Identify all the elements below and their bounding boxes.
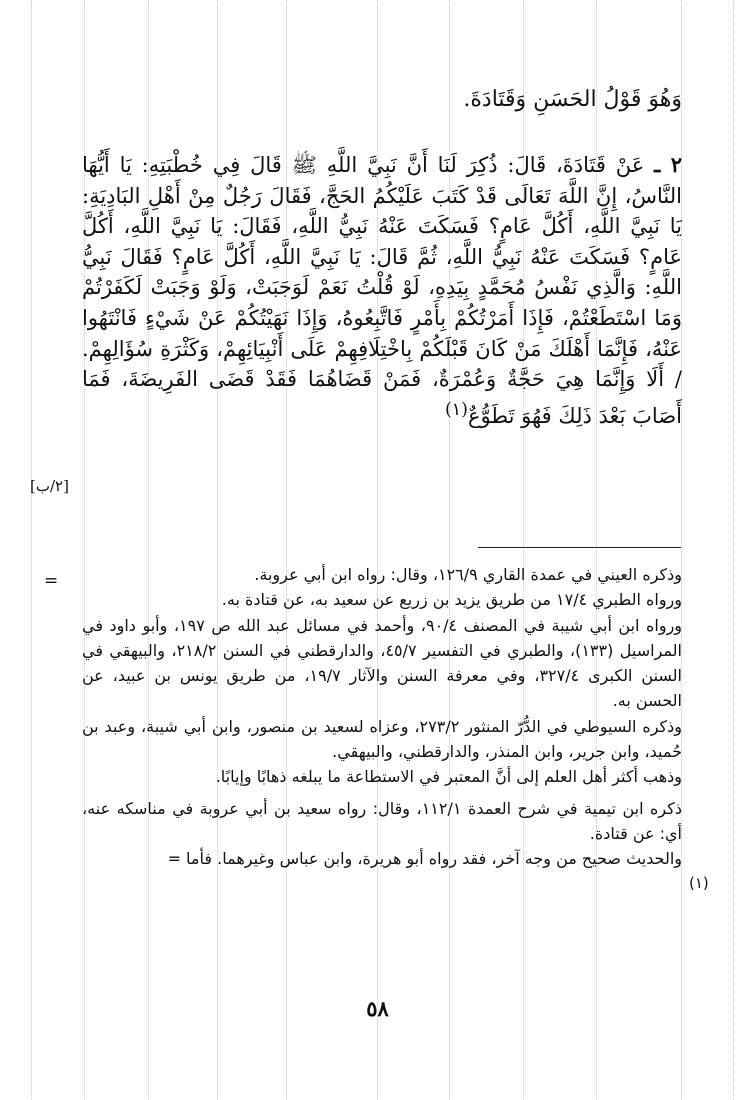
footnote-carryover-line: وذكره العيني في عمدة القاري ١٢٦/٩، وقال: رواه ابن أبي عروبة. xyxy=(254,565,682,584)
footnote-separator xyxy=(478,547,681,548)
footnote-reference: (١) xyxy=(444,399,468,420)
footnote-carryover-line: وذهب أكثر أهل العلم إلى أنَّ المعتبر في الاستطاعة ما يبلغه ذهابًا وإيابًا. xyxy=(215,767,682,787)
footnotes xyxy=(82,562,682,872)
footnote-1-number: (١) xyxy=(689,874,709,892)
footnote-1-text: ذكره ابن تيمية في شرح العمدة ١١٢/١، وقال: رواه سعيد بن أبي عروبة في مناسكه عنه، أي: عن قتادة. xyxy=(82,798,682,843)
footnote-carryover-line: ورواه ابن أبي شيبة في المصنف ٩٠/٤، وأحمد في مسائل عبد الله ص ١٩٧، وأبو داود في المراسيل (١٣٣)، والطبري في التفسير ٤٥/٧، والدارقطني في السنن ٢١٨/٢، والبيهقي في السنن الكبرى ٣٢٧/٤، وفي معرفة السنن والآثار ١٩/٧، من طريق يونس بن عبيد، عن الحسن به. xyxy=(82,615,683,711)
footnote-carryover-line: وذكره السيوطي في الدُّرّ المنثور ٢٧٣/٢، وعزاه لسعيد بن منصور، وابن أبي شيبة، وعبد بن حُميد، وابن جرير، وابن المنذر، والدارقطني، والبيهقي. xyxy=(82,716,683,762)
page-number: ٥٨ xyxy=(366,996,389,1021)
hadith-text: عَنْ قَتَادَةَ، قَالَ: ذُكِرَ لَنَا أَنَّ نَبِيَّ اللَّهِ ﷺ قَالَ فِي خُطْبَتِهِ: يَا أَيُّهَا النَّاسُ، إِنَّ اللَّهَ تَعَالَى قَدْ كَتَبَ عَلَيْكُمُ الحَجَّ، فَقَالَ رَجُلٌ مِنْ أَهْلِ البَادِيَةِ: يَا نَبِيَّ اللَّهِ، أَكُلَّ عَامٍ؟ فَسَكَتَ عَنْهُ نَبِيُّ اللَّهِ، فَقَالَ: يَا نَبِيَّ اللَّهِ، أَكُلَّ عَامٍ؟ فَسَكَتَ عَنْهُ نَبِيُّ اللَّهِ، ثُمَّ قَالَ: يَا نَبِيَّ اللَّهِ، أَكُلَّ عَامٍ؟ فَقَالَ نَبِيُّ اللَّهِ: وَالَّذِي نَفْسُ مُحَمَّدٍ بِيَدِهِ، لَوْ قُلْتُ نَعَمْ لَوَجَبَتْ، وَلَوْ وَجَبَتْ لَكَفَرْتُمْ وَمَا اسْتَطَعْتُمْ، فَإِذَا أَمَرْتُكُمْ بِأَمْرٍ فَاتَّبِعُوهُ، وَإِذَا نَهَيْتُكُمْ عَنْ شَيْءٍ فَانْتَهُوا عَنْهُ، فَإِنَّمَا أَهْلَكَ مَنْ كَانَ قَبْلَكُمْ بِاخْتِلَافِهِمْ عَلَى أَنْبِيَائِهِمْ، وَكَثْرَةِ سُؤَالِهِمْ. / أَلَا وَإِنَّمَا هِيَ حَجَّةٌ وَعُمْرَةٌ، فَمَنْ قَضَاهُمَا فَقَدْ قَضَى الفَرِيضَةَ، فَمَا أَصَابَ بَعْدَ ذَلِكَ فَهُوَ تَطَوُّعٌ xyxy=(82,153,682,428)
fold-line xyxy=(733,0,734,1100)
continuation-mark: = xyxy=(44,571,59,591)
footnote-carryover-line: ورواه الطبري ١٧/٤ من طريق يزيد بن زريع عن سعيد به، عن قتادة به. xyxy=(221,590,682,610)
hadith-number: ٢ ـ xyxy=(654,152,683,177)
hadith-paragraph xyxy=(82,150,682,431)
fold-line xyxy=(31,0,32,1100)
footnote-1-continuation: والحديث صحيح من وجه آخر، فقد رواه أبو هريرة، وابن عباس وغيرهما. فأما = xyxy=(167,849,682,869)
intro-line: وَهُوَ قَوْلُ الحَسَنِ وَقَتَادَةَ. xyxy=(463,87,682,112)
manuscript-folio-marker: [٢/ب] xyxy=(30,477,69,495)
